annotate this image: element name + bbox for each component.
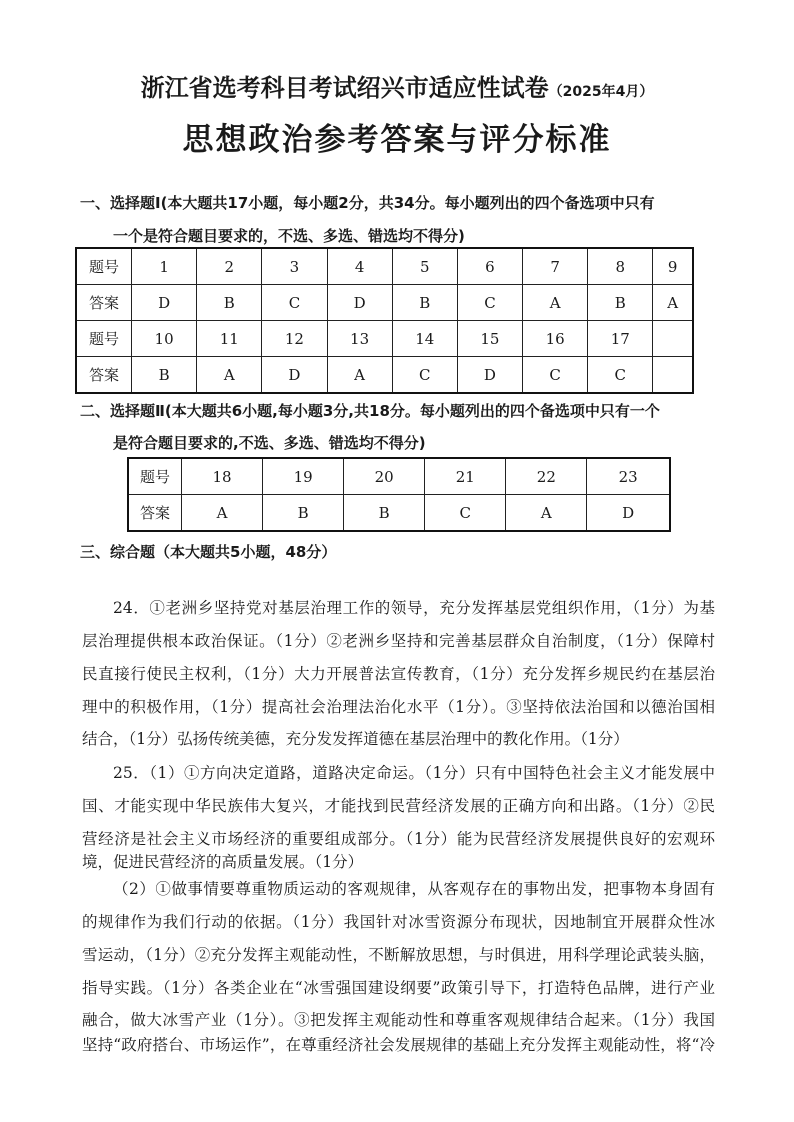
answer-cell: B [263,495,344,532]
section2-heading-line2: 是符合题目要求的,不选、多选、错选均不得分) [113,434,426,452]
answer-cell [653,357,693,394]
section3-heading: 三、综合题（本大题共5小题，48分） [80,543,337,561]
answer-table-2 [127,457,671,532]
answer-label-cell: 答案 [76,357,132,394]
answer-line: 国、才能实现中华民族伟大复兴，才能找到民营经济发展的正确方向和出路。（1分）②民 [82,797,715,815]
number-cell: 20 [344,458,425,495]
answer-label-cell: 答案 [128,495,182,532]
answer-cell: B [392,285,457,321]
answer-cell: D [457,357,522,394]
number-cell: 10 [132,321,197,357]
answer-line: 坚持“政府搭台、市场运作”，在尊重经济社会发展规律的基础上充分发挥主观能动性，将“冷 [82,1036,715,1054]
answer-cell: B [344,495,425,532]
number-cell: 19 [263,458,344,495]
answer-cell: A [653,285,693,321]
table-row [76,321,693,357]
table-row [76,248,693,285]
section2-heading-line1: 二、选择题Ⅱ(本大题共6小题,每小题3分,共18分。每小题列出的四个备选项中只有一个 [80,402,660,420]
number-cell: 7 [523,248,588,285]
answer-line: 25．（1）①方向决定道路，道路决定命运。（1分）只有中国特色社会主义才能发展中 [113,764,715,782]
answer-cell: C [392,357,457,394]
number-label-cell: 题号 [128,458,182,495]
answer-line: 的规律作为我们行动的依据。（1分）我国针对冰雪资源分布现状，因地制宜开展群众性冰 [82,913,715,931]
answer-label-cell: 答案 [76,285,132,321]
table-row [76,357,693,394]
number-cell: 5 [392,248,457,285]
number-cell: 14 [392,321,457,357]
number-cell: 1 [132,248,197,285]
answer-line: 雪运动，（1分）②充分发挥主观能动性，不断解放思想，与时俱进，用科学理论武装头脑， [82,946,715,964]
number-cell: 18 [182,458,263,495]
number-label-cell: 题号 [76,321,132,357]
number-cell: 23 [587,458,670,495]
number-cell: 4 [327,248,392,285]
answer-cell: D [327,285,392,321]
answer-line: （2）①做事情要尊重物质运动的客观规律，从客观存在的事物出发，把事物本身固有 [113,880,715,898]
document-subtitle: 思想政治参考答案与评分标准 [182,122,612,158]
answer-cell: A [182,495,263,532]
answer-line: 融合，做大冰雪产业（1分）。③把发挥主观能动性和尊重客观规律结合起来。（1分）我国 [82,1011,715,1029]
table-row [128,495,670,532]
answer-cell: D [132,285,197,321]
number-cell: 16 [523,321,588,357]
number-cell: 6 [457,248,522,285]
table-row [76,285,693,321]
number-cell: 15 [457,321,522,357]
number-cell: 22 [506,458,587,495]
number-cell: 11 [197,321,262,357]
answer-line: 指导实践。（1分）各类企业在“冰雪强国建设纲要”政策引导下，打造特色品牌，进行产业 [82,979,715,997]
answer-cell: C [457,285,522,321]
answer-cell: C [588,357,653,394]
answer-line: 境，促进民营经济的高质量发展。（1分） [82,853,364,871]
number-cell: 21 [425,458,506,495]
answer-cell: C [425,495,506,532]
answer-line: 民直接行使民主权利，（1分）大力开展普法宣传教育，（1分）充分发挥乡规民约在基层治 [82,665,715,683]
answer-cell: D [587,495,670,532]
answer-cell: B [588,285,653,321]
answer-table-1 [75,247,694,394]
answer-line: 结合，（1分）弘扬传统美德，充分发发挥道德在基层治理中的教化作用。（1分） [82,730,629,748]
section1-heading-line2: 一个是符合题目要求的，不选、多选、错选均不得分) [113,227,465,245]
number-cell: 3 [262,248,327,285]
number-cell: 13 [327,321,392,357]
answer-cell: C [262,285,327,321]
answer-cell: A [327,357,392,394]
section1-heading-line1: 一、选择题Ⅰ(本大题共17小题，每小题2分，共34分。每小题列出的四个备选项中只有 [80,194,655,212]
title-date: （2025年4月） [548,84,654,100]
answer-cell: A [197,357,262,394]
number-label-cell: 题号 [76,248,132,285]
answer-line: 层治理提供根本政治保证。（1分）②老洲乡坚持和完善基层群众自治制度，（1分）保障村 [82,632,715,650]
answer-line: 24．①老洲乡坚持党对基层治理工作的领导，充分发挥基层党组织作用，（1分）为基 [113,599,715,617]
answer-cell: D [262,357,327,394]
answer-cell: B [132,357,197,394]
answer-cell: C [523,357,588,394]
number-cell [653,321,693,357]
title-text: 浙江省选考科目考试绍兴市适应性试卷 [140,74,549,102]
number-cell: 2 [197,248,262,285]
answer-cell: A [523,285,588,321]
answer-cell: B [197,285,262,321]
answer-cell: A [506,495,587,532]
number-cell: 12 [262,321,327,357]
answer-line: 理中的积极作用，（1分）提高社会治理法治化水平（1分）。③坚持依法治国和以德治国相 [82,698,715,716]
document-title [0,68,794,103]
number-cell: 17 [588,321,653,357]
number-cell: 9 [653,248,693,285]
answer-line: 营经济是社会主义市场经济的重要组成部分。（1分）能为民营经济发展提供良好的宏观环 [82,830,715,848]
table-row [128,458,670,495]
number-cell: 8 [588,248,653,285]
